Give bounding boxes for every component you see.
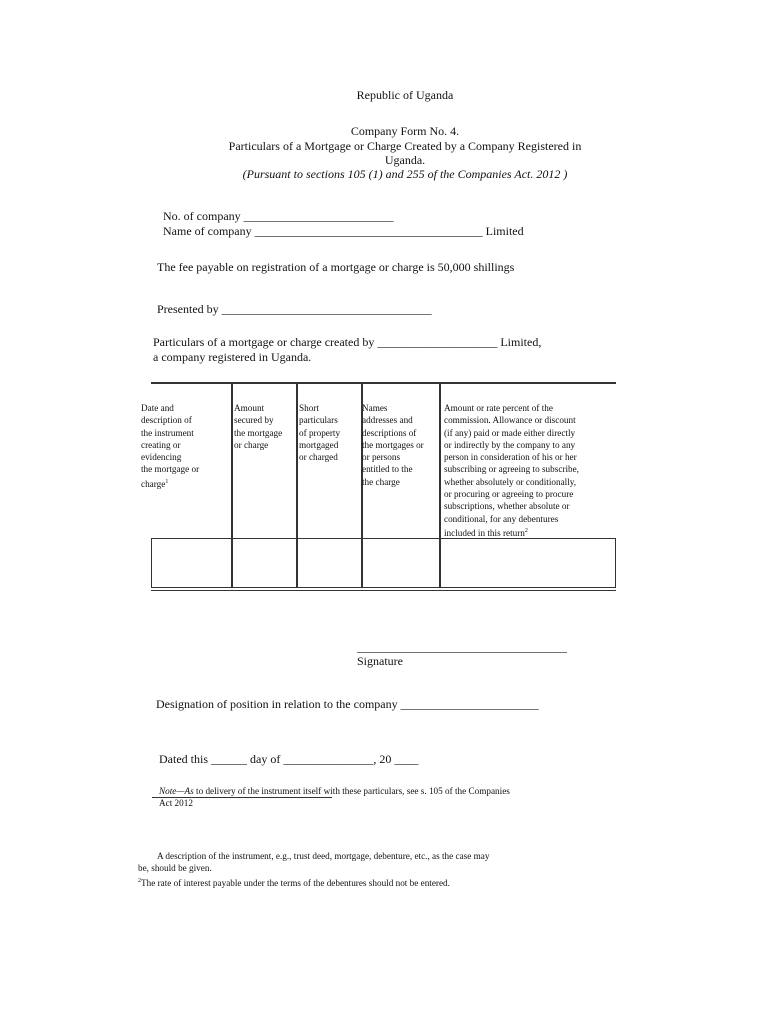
table-entry-cell[interactable] bbox=[441, 540, 615, 586]
presented-by-field[interactable]: Presented by ___________________________________ bbox=[157, 302, 432, 316]
signature-label: Signature bbox=[357, 654, 403, 668]
table-header-amount: Amount secured by the mortgage or charge bbox=[234, 403, 283, 450]
form-title-line1: Particulars of a Mortgage or Charge Created by a Company Registered in bbox=[228, 139, 582, 153]
table-top-rule bbox=[151, 382, 616, 384]
company-name-field[interactable]: Name of company ______________________________________ Limited bbox=[163, 224, 524, 238]
table-entry-cell[interactable] bbox=[298, 540, 361, 586]
designation-field[interactable]: Designation of position in relation to the company _______________________ bbox=[156, 697, 539, 711]
table-entry-cell[interactable] bbox=[233, 540, 296, 586]
table-header-commission: Amount or rate percent of the commission. Allowance or discount (if any) paid or made either directly or indirectly by the company to any person in consideration of his or her subscribing or agreeing to subscribe, whether absolutely or conditionally, or procuring or agreeing to procure subscriptions, whether absolute or conditional, for any debentures included in this return$^2$ bbox=[444, 403, 579, 539]
table-entry-cell[interactable] bbox=[363, 540, 439, 586]
note-text: Note—As to delivery of the instrument itself with these particulars, see s. 105 of the Companies bbox=[159, 786, 510, 796]
footnote-2: $^2$The rate of interest payable under the terms of the debentures should not be entered. bbox=[138, 878, 450, 889]
pursuant-note: (Pursuant to sections 105 (1) and 255 of the Companies Act. 2012 ) bbox=[242, 167, 568, 181]
republic-heading: Republic of Uganda bbox=[356, 88, 454, 102]
signature-line[interactable]: ___________________________________ bbox=[357, 640, 567, 654]
form-number: Company Form No. 4. bbox=[350, 124, 460, 138]
table-col-border bbox=[615, 538, 616, 588]
footnote-1: A description of the instrument, e.g., trust deed, mortgage, debenture, etc., as the case may bbox=[157, 851, 490, 861]
table-entry-cell[interactable] bbox=[152, 540, 231, 586]
table-header-property: Short particulars of property mortgaged or charged bbox=[299, 403, 341, 463]
dated-field[interactable]: Dated this ______ day of _______________, 20 ____ bbox=[159, 752, 419, 766]
note-text-line2: Act 2012 bbox=[159, 798, 193, 808]
footnote-mark: 2 bbox=[138, 878, 141, 884]
table-bottom-rule bbox=[151, 587, 616, 588]
table-header-instrument: Date and description of the instrument creating or evidencing the mortgage or charge$^1$ bbox=[141, 403, 200, 489]
form-title-line2: Uganda. bbox=[384, 153, 426, 167]
table-header-names: Names addresses and descriptions of the mortgages or or persons entitled to the the charge bbox=[362, 403, 424, 487]
particulars-line2: a company registered in Uganda. bbox=[153, 350, 312, 364]
company-number-field[interactable]: No. of company _________________________ bbox=[163, 209, 394, 223]
footnote-mark: 2 bbox=[524, 527, 528, 534]
table-bottom-rule-double bbox=[151, 590, 616, 591]
particulars-line1[interactable]: Particulars of a mortgage or charge created by ____________________ Limited, bbox=[153, 335, 542, 349]
footnote-mark: 1 bbox=[165, 478, 169, 485]
footnote-1-cont: be, should be given. bbox=[138, 863, 212, 873]
fee-statement: The fee payable on registration of a mortgage or charge is 50,000 shillings bbox=[157, 260, 515, 274]
